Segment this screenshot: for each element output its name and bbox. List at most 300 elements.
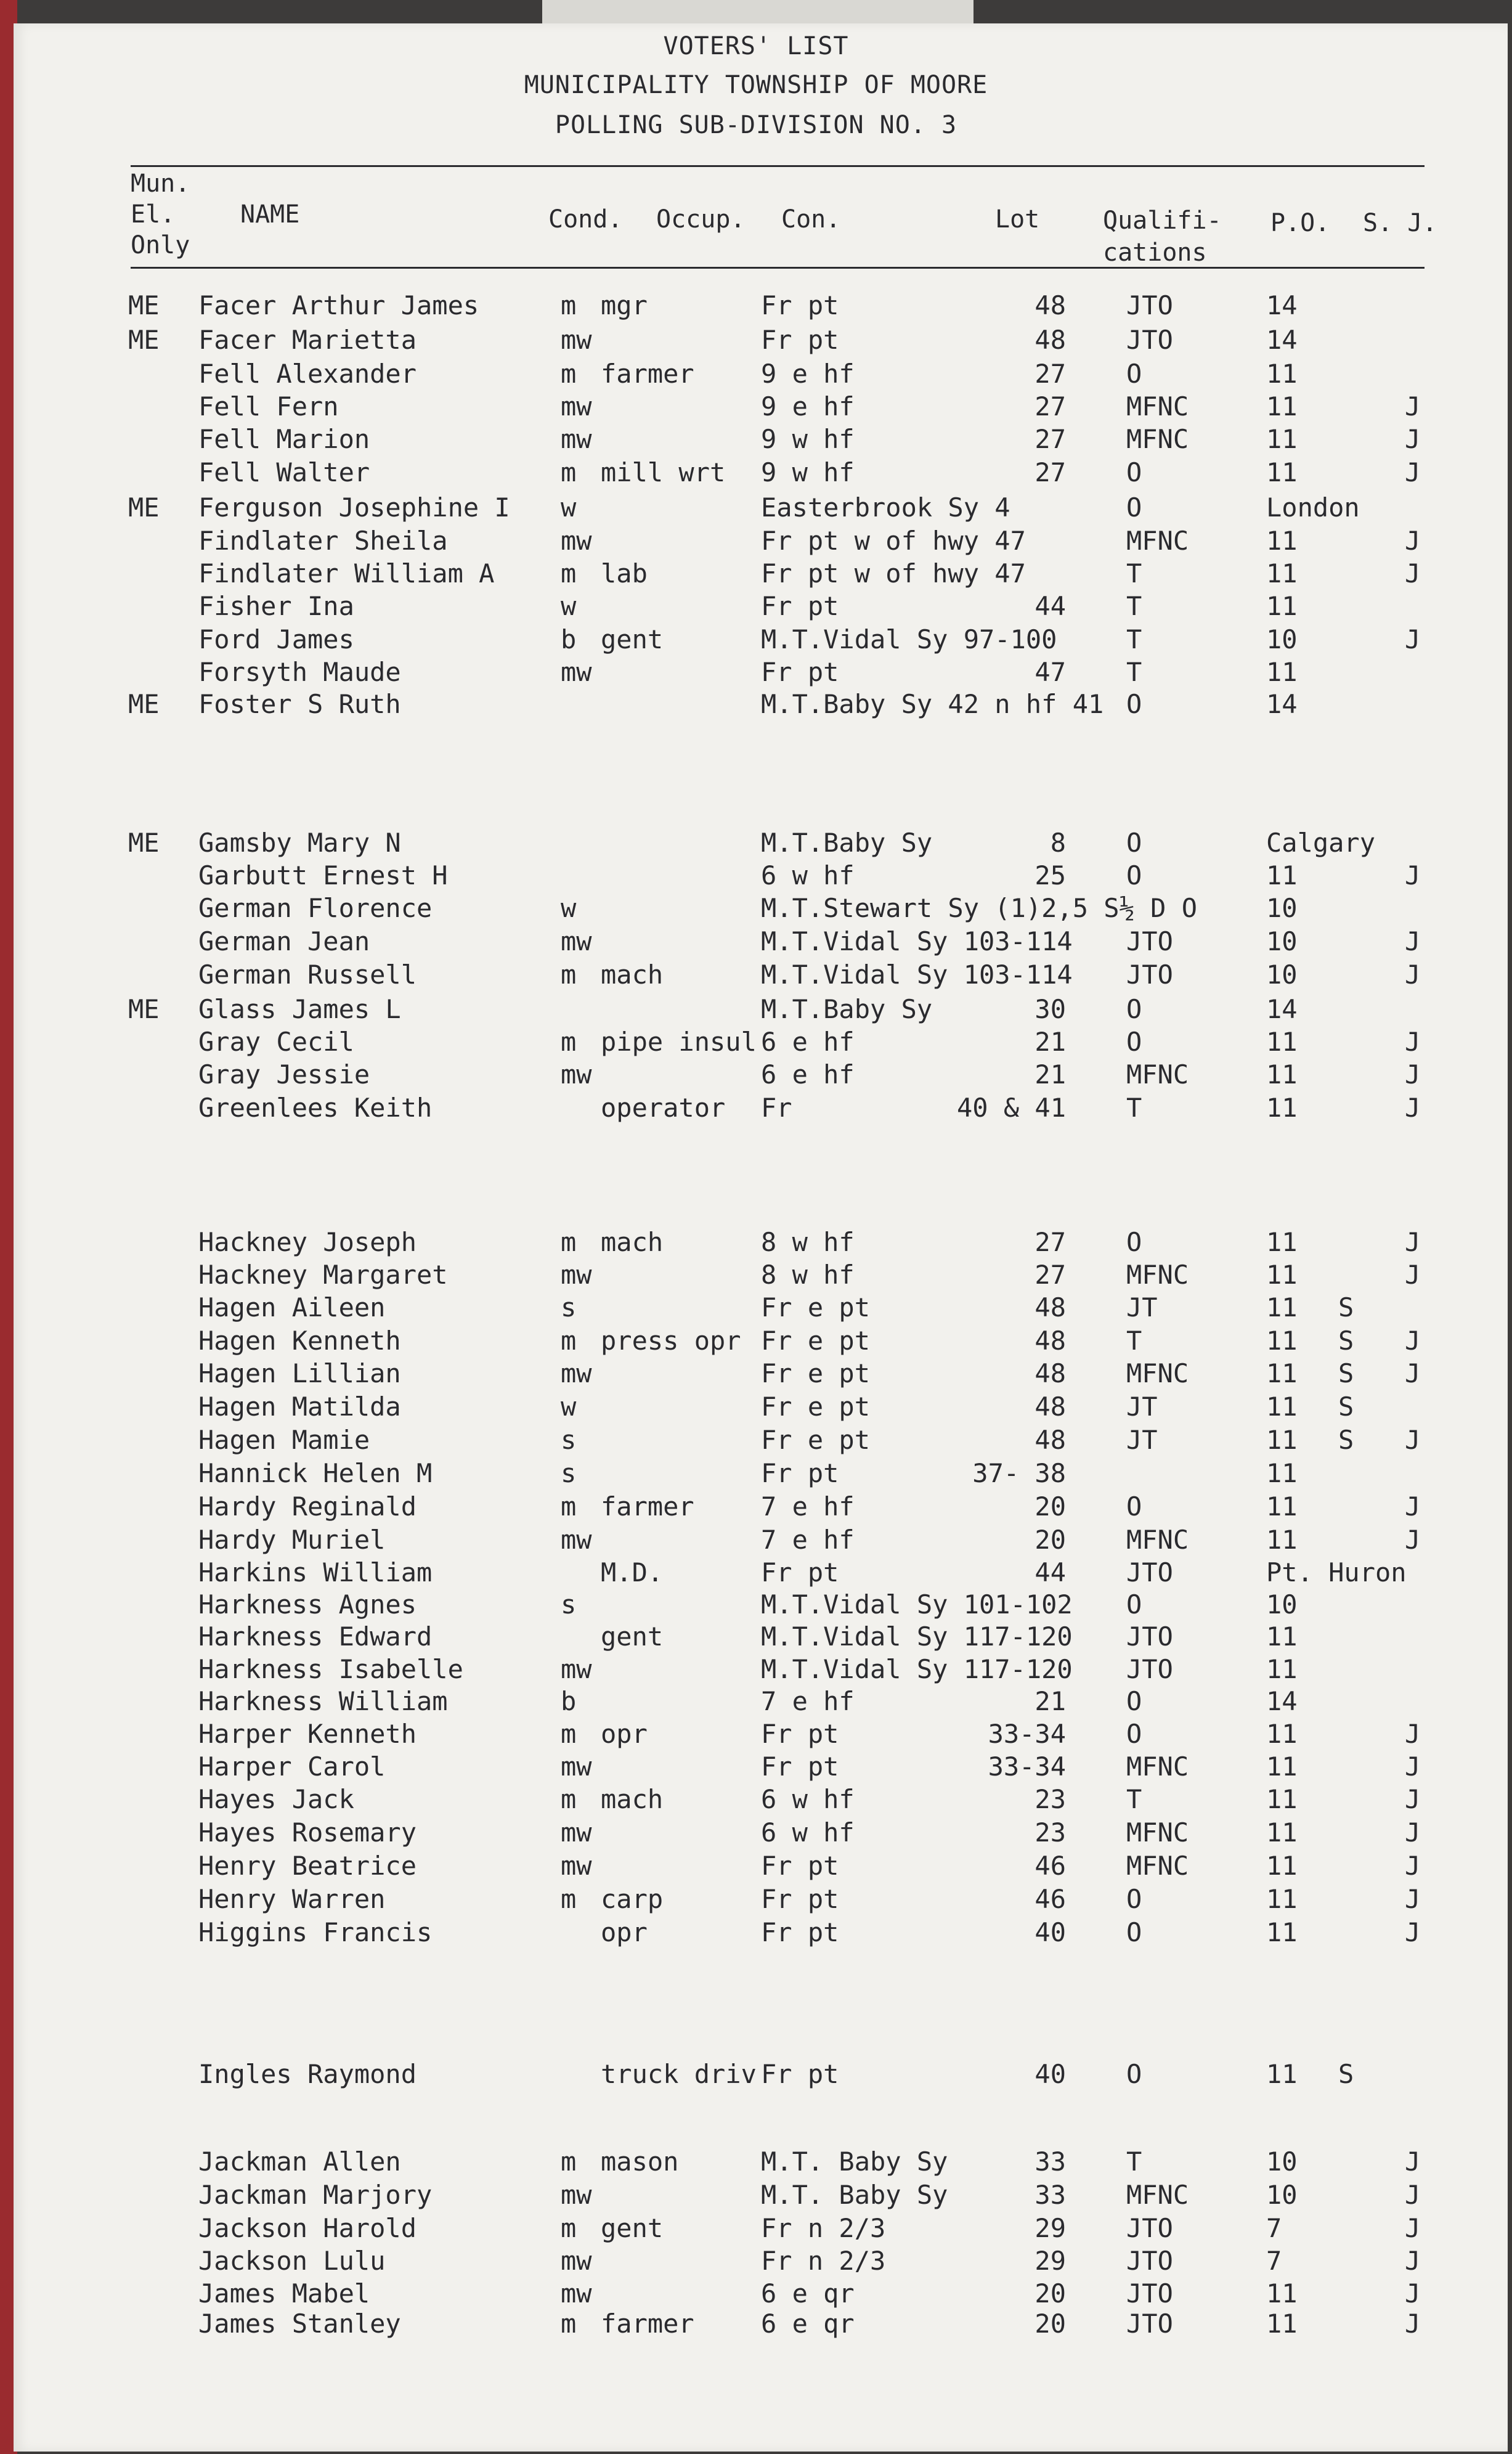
municipality-heading: MUNICIPALITY TOWNSHIP OF MOORE: [524, 71, 988, 99]
cell-con: M.T. Baby Sy: [761, 2180, 948, 2210]
table-row: [0, 860, 1512, 896]
table-row: [0, 1886, 1512, 1920]
table-row: [0, 528, 1512, 561]
cell-occ: farmer: [601, 2309, 694, 2339]
cell-name: Henry Warren: [198, 1884, 386, 1914]
cell-po: 11: [1266, 1917, 1298, 1947]
cell-s: S: [1338, 1392, 1354, 1422]
table-row: [0, 895, 1512, 929]
cell-cond: m: [561, 2146, 577, 2177]
cell-name: Hayes Jack: [198, 1784, 354, 1814]
cell-cond: m: [561, 1719, 577, 1749]
table-row: [0, 1394, 1512, 1427]
cell-name: Hackney Joseph: [198, 1227, 417, 1257]
table-row: [0, 593, 1512, 627]
cell-cond: mw: [561, 926, 592, 956]
cell-occ: carp: [601, 1884, 664, 1914]
cell-name: Findlater Sheila: [198, 526, 448, 556]
col-lot: Lot: [995, 205, 1040, 234]
cell-po: 11: [1266, 1059, 1298, 1090]
cell-lot: 27: [1034, 1227, 1066, 1257]
cell-lot: 37- 38: [972, 1458, 1066, 1488]
cell-qual: O: [1126, 359, 1142, 389]
table-row: [0, 1328, 1512, 1361]
cell-po: 11: [1266, 2309, 1298, 2339]
cell-po: 11: [1266, 1851, 1298, 1881]
cell-lot: 33: [1034, 2146, 1066, 2177]
cell-name: German Jean: [198, 926, 370, 956]
table-row: [0, 1427, 1512, 1461]
cell-po: 11: [1266, 2059, 1298, 2089]
cell-cond: mw: [561, 391, 592, 422]
cell-occ: mach: [601, 1227, 664, 1257]
cell-qual: O: [1126, 1719, 1142, 1749]
cell-po: Calgary: [1266, 828, 1376, 858]
cell-lot: 40 & 41: [956, 1093, 1066, 1123]
cell-po: 11: [1266, 1621, 1298, 1652]
cell-j: J: [1405, 1751, 1421, 1782]
cell-po: 11: [1266, 457, 1298, 487]
cell-name: Facer Arthur James: [198, 290, 479, 320]
cell-con: 9 w hf: [761, 457, 855, 487]
cell-po: 10: [1266, 926, 1298, 956]
cell-name: Hannick Helen M: [198, 1458, 433, 1488]
cell-po: 11: [1266, 1093, 1298, 1123]
cell-lot: 27: [1034, 1260, 1066, 1290]
cell-cond: m: [561, 290, 577, 320]
table-row: [0, 1458, 1512, 1494]
cell-qual: O: [1126, 994, 1142, 1024]
cell-name: Fisher Ina: [198, 591, 354, 621]
cell-cond: m: [561, 2309, 577, 2339]
cell-name: Hayes Rosemary: [198, 1817, 417, 1848]
cell-con: Fr pt: [761, 2059, 839, 2089]
cell-name: Harkness Isabelle: [198, 1654, 463, 1684]
table-row: [0, 2311, 1512, 2344]
header-top-rule: [131, 165, 1425, 167]
cell-qual: JTO: [1126, 960, 1173, 990]
cell-con: M.T. Baby Sy: [761, 2146, 948, 2177]
cell-con: Fr pt w of hwy 47: [761, 558, 1026, 589]
subdivision-heading: POLLING SUB-DIVISION NO. 3: [555, 111, 957, 139]
cell-qual: O: [1126, 828, 1142, 858]
cell-qual: O: [1126, 1589, 1142, 1620]
cell-con: 8 w hf: [761, 1260, 855, 1290]
cell-name: Forsyth Maude: [198, 657, 401, 687]
cell-name: Garbutt Ernest H: [198, 860, 448, 891]
cell-name: James Mabel: [198, 2278, 370, 2309]
cell-lot: 29: [1034, 2246, 1066, 2276]
cell-con: Fr n 2/3: [761, 2246, 886, 2276]
cell-j: J: [1405, 860, 1421, 891]
table-row: [0, 2182, 1512, 2216]
cell-j: J: [1405, 1719, 1421, 1749]
cell-qual: O: [1126, 2059, 1142, 2089]
cell-qual: O: [1126, 689, 1142, 719]
cell-qual: T: [1126, 1326, 1142, 1356]
cell-po: 14: [1266, 994, 1298, 1024]
cell-po: 14: [1266, 1686, 1298, 1716]
cell-lot: 48: [1034, 1392, 1066, 1422]
cell-occ: pipe insul: [601, 1027, 757, 1057]
cell-con: 6 e qr: [761, 2309, 855, 2339]
cell-name: Harkness William: [198, 1686, 448, 1716]
cell-j: J: [1405, 1817, 1421, 1848]
cell-qual: JTO: [1126, 1654, 1173, 1684]
cell-name: German Russell: [198, 960, 417, 990]
table-row: [0, 1095, 1512, 1128]
cell-cond: mw: [561, 1851, 592, 1881]
cell-po: 11: [1266, 1458, 1298, 1488]
header-bottom-rule: [131, 267, 1425, 269]
table-row: [0, 691, 1512, 725]
table-row: [0, 457, 1512, 493]
cell-name: Greenlees Keith: [198, 1093, 433, 1123]
cell-lot: 48: [1034, 290, 1066, 320]
cell-con: 6 e hf: [761, 1027, 855, 1057]
cell-j: J: [1405, 391, 1421, 422]
cell-name: Jackman Marjory: [198, 2180, 433, 2210]
col-po: P.O.: [1270, 209, 1330, 237]
table-row: [0, 327, 1512, 361]
cell-po: 11: [1266, 1392, 1298, 1422]
cell-lot: 27: [1034, 424, 1066, 454]
cell-name: Harkness Agnes: [198, 1589, 417, 1620]
cell-mun: ME: [128, 325, 160, 355]
cell-con: Fr e pt: [761, 1425, 871, 1455]
cell-con: Fr pt: [761, 1884, 839, 1914]
table-row: [0, 1686, 1512, 1722]
cell-j: J: [1405, 1358, 1421, 1388]
cell-qual: MFNC: [1126, 1751, 1189, 1782]
cell-cond: s: [561, 1292, 577, 1323]
col-cond: Cond.: [548, 205, 623, 234]
cell-con: Fr pt: [761, 657, 839, 687]
cell-po: 11: [1266, 1491, 1298, 1522]
cell-name: Fell Marion: [198, 424, 370, 454]
cell-name: Harper Carol: [198, 1751, 386, 1782]
cell-name: Hagen Mamie: [198, 1425, 370, 1455]
cell-lot: 48: [1034, 1292, 1066, 1323]
cell-cond: m: [561, 457, 577, 487]
cell-lot: 21: [1034, 1686, 1066, 1716]
cell-cond: s: [561, 1589, 577, 1620]
cell-qual: JTO: [1126, 2246, 1173, 2276]
table-row: [0, 1817, 1512, 1853]
table-row: [0, 290, 1512, 326]
cell-name: Ford James: [198, 624, 354, 654]
table-row: [0, 962, 1512, 995]
cell-name: Ferguson Josephine I: [198, 492, 510, 523]
cell-qual: O: [1126, 1686, 1142, 1716]
cell-cond: mw: [561, 1817, 592, 1848]
cell-con: Fr pt: [761, 290, 839, 320]
cell-po: 11: [1266, 1358, 1298, 1388]
cell-mun: ME: [128, 492, 160, 523]
cell-j: J: [1405, 457, 1421, 487]
cell-po: 11: [1266, 1751, 1298, 1782]
cell-lot: 46: [1034, 1851, 1066, 1881]
cell-con: 9 w hf: [761, 424, 855, 454]
cell-name: Hagen Aileen: [198, 1292, 386, 1323]
cell-j: J: [1405, 1491, 1421, 1522]
cell-po: 11: [1266, 860, 1298, 891]
cell-lot: 27: [1034, 391, 1066, 422]
cell-mun: ME: [128, 994, 160, 1024]
table-row: [0, 391, 1512, 427]
cell-name: Jackson Lulu: [198, 2246, 386, 2276]
cell-con: Fr pt w of hwy 47: [761, 526, 1026, 556]
cell-cond: s: [561, 1458, 577, 1488]
cell-j: J: [1405, 2146, 1421, 2177]
cell-j: J: [1405, 558, 1421, 589]
cell-po: 10: [1266, 960, 1298, 990]
cell-qual: JTO: [1126, 2213, 1173, 2243]
cell-cond: m: [561, 1227, 577, 1257]
cell-po: 11: [1266, 391, 1298, 422]
cell-j: J: [1405, 1884, 1421, 1914]
cell-occ: opr: [601, 1917, 648, 1947]
cell-po: 11: [1266, 1027, 1298, 1057]
cell-qual: MFNC: [1126, 1851, 1189, 1881]
cell-j: J: [1405, 624, 1421, 654]
cell-po: 11: [1266, 1654, 1298, 1684]
cell-po: 11: [1266, 558, 1298, 589]
cell-occ: press opr: [601, 1326, 741, 1356]
cell-j: J: [1405, 1784, 1421, 1814]
cell-con: Fr pt: [761, 591, 839, 621]
cell-cond: m: [561, 960, 577, 990]
cell-cond: b: [561, 1686, 577, 1716]
cell-con: M.T.Vidal Sy 103-114: [761, 926, 1073, 956]
cell-qual: O: [1126, 1917, 1142, 1947]
cell-con: M.T.Vidal Sy 117-120: [761, 1654, 1073, 1684]
cell-j: J: [1405, 1425, 1421, 1455]
cell-cond: mw: [561, 325, 592, 355]
cell-j: J: [1405, 2180, 1421, 2210]
cell-qual: MFNC: [1126, 1358, 1189, 1388]
cell-po: 11: [1266, 1784, 1298, 1814]
cell-po: 11: [1266, 1326, 1298, 1356]
cell-con: M.T.Baby Sy: [761, 994, 933, 1024]
cell-con: 7 e hf: [761, 1686, 855, 1716]
cell-name: Fell Fern: [198, 391, 339, 422]
cell-occ: mason: [601, 2146, 679, 2177]
table-row: [0, 1751, 1512, 1787]
cell-po: 10: [1266, 2146, 1298, 2177]
cell-name: Foster S Ruth: [198, 689, 401, 719]
col-only: Only: [131, 231, 190, 259]
cell-con: M.T.Stewart Sy (1)2,5 S½ D O: [761, 893, 1198, 923]
cell-qual: JTO: [1126, 290, 1173, 320]
cell-occ: gent: [601, 1621, 664, 1652]
cell-qual: JTO: [1126, 325, 1173, 355]
table-row: [0, 2146, 1512, 2182]
cell-j: J: [1405, 926, 1421, 956]
cell-s: S: [1338, 1326, 1354, 1356]
cell-po: 11: [1266, 1719, 1298, 1749]
cell-cond: mw: [561, 1654, 592, 1684]
table-row: [0, 2213, 1512, 2249]
cell-cond: s: [561, 1425, 577, 1455]
table-row: [0, 1527, 1512, 1560]
cell-name: Hardy Reginald: [198, 1491, 417, 1522]
cell-occ: gent: [601, 2213, 664, 2243]
cell-qual: T: [1126, 1093, 1142, 1123]
cell-lot: 27: [1034, 359, 1066, 389]
cell-con: 8 w hf: [761, 1227, 855, 1257]
table-row: [0, 1621, 1512, 1657]
table-row: [0, 1029, 1512, 1062]
cell-cond: m: [561, 1884, 577, 1914]
col-el: El.: [131, 200, 176, 229]
cell-cond: mw: [561, 1751, 592, 1782]
col-cations: cations: [1103, 238, 1207, 267]
cell-lot: 20: [1034, 1491, 1066, 1522]
cell-name: Fell Alexander: [198, 359, 417, 389]
cell-j: J: [1405, 1227, 1421, 1257]
cell-s: S: [1338, 1292, 1354, 1323]
cell-con: 6 e qr: [761, 2278, 855, 2309]
cell-name: German Florence: [198, 893, 433, 923]
cell-po: 11: [1266, 1817, 1298, 1848]
cell-cond: mw: [561, 526, 592, 556]
cell-occ: lab: [601, 558, 648, 589]
cell-con: Fr pt: [761, 1851, 839, 1881]
cell-con: 9 e hf: [761, 359, 855, 389]
cell-con: Fr pt: [761, 1557, 839, 1588]
cell-po: 11: [1266, 1260, 1298, 1290]
paper-strip: [542, 0, 973, 23]
cell-qual: MFNC: [1126, 526, 1189, 556]
cell-cond: m: [561, 1027, 577, 1057]
cell-qual: JTO: [1126, 2278, 1173, 2309]
cell-po: 14: [1266, 290, 1298, 320]
table-row: [0, 1917, 1512, 1953]
cell-cond: w: [561, 1392, 577, 1422]
table-row: [0, 1853, 1512, 1886]
cell-lot: 29: [1034, 2213, 1066, 2243]
table-row: [0, 1589, 1512, 1625]
cell-name: Henry Beatrice: [198, 1851, 417, 1881]
col-name: NAME: [240, 200, 300, 229]
col-occup: Occup.: [656, 205, 746, 234]
cell-qual: O: [1126, 457, 1142, 487]
cell-name: Gamsby Mary N: [198, 828, 401, 858]
cell-lot: 21: [1034, 1027, 1066, 1057]
cell-po: 11: [1266, 1292, 1298, 1323]
cell-qual: JTO: [1126, 1557, 1173, 1588]
cell-po: 11: [1266, 424, 1298, 454]
table-row: [0, 558, 1512, 594]
cell-name: Glass James L: [198, 994, 401, 1024]
cell-j: J: [1405, 2246, 1421, 2276]
table-row: [0, 361, 1512, 394]
cell-lot: 48: [1034, 325, 1066, 355]
cell-occ: mach: [601, 960, 664, 990]
cell-po: 10: [1266, 624, 1298, 654]
cell-qual: T: [1126, 2146, 1142, 2177]
cell-name: Hackney Margaret: [198, 1260, 448, 1290]
cell-qual: O: [1126, 492, 1142, 523]
cell-name: Fell Walter: [198, 457, 370, 487]
cell-name: Higgins Francis: [198, 1917, 433, 1947]
cell-po: Pt. Huron: [1266, 1557, 1407, 1588]
cell-con: 7 e hf: [761, 1491, 855, 1522]
cell-occ: mach: [601, 1784, 664, 1814]
cell-qual: O: [1126, 1027, 1142, 1057]
cell-j: J: [1405, 1326, 1421, 1356]
cell-lot: 48: [1034, 1326, 1066, 1356]
cell-qual: MFNC: [1126, 1525, 1189, 1555]
cell-cond: w: [561, 492, 577, 523]
table-row: [0, 926, 1512, 962]
cell-con: 6 w hf: [761, 1784, 855, 1814]
cell-lot: 23: [1034, 1817, 1066, 1848]
cell-qual: MFNC: [1126, 2180, 1189, 2210]
cell-qual: T: [1126, 1784, 1142, 1814]
cell-j: J: [1405, 1525, 1421, 1555]
cell-occ: M.D.: [601, 1557, 664, 1588]
cell-j: J: [1405, 1059, 1421, 1090]
cell-con: Fr n 2/3: [761, 2213, 886, 2243]
cell-lot: 33: [1034, 2180, 1066, 2210]
cell-s: S: [1338, 1425, 1354, 1455]
table-row: [0, 1229, 1512, 1263]
cell-occ: mgr: [601, 290, 648, 320]
cell-cond: mw: [561, 2246, 592, 2276]
cell-qual: MFNC: [1126, 1817, 1189, 1848]
table-row: [0, 1358, 1512, 1394]
cell-occ: farmer: [601, 359, 694, 389]
cell-con: Fr e pt: [761, 1326, 871, 1356]
cell-lot: 23: [1034, 1784, 1066, 1814]
cell-cond: m: [561, 558, 577, 589]
cell-name: Harper Kenneth: [198, 1719, 417, 1749]
cell-name: Gray Cecil: [198, 1027, 354, 1057]
cell-qual: O: [1126, 1491, 1142, 1522]
cell-s: S: [1338, 2059, 1354, 2089]
cell-po: 10: [1266, 1589, 1298, 1620]
cell-po: 11: [1266, 2278, 1298, 2309]
cell-po: 14: [1266, 325, 1298, 355]
cell-cond: m: [561, 359, 577, 389]
cell-con: Fr e pt: [761, 1358, 871, 1388]
cell-cond: mw: [561, 424, 592, 454]
cell-con: 6 w hf: [761, 1817, 855, 1848]
cell-con: M.T.Baby Sy 42 n hf 41: [761, 689, 1104, 719]
cell-name: Hagen Kenneth: [198, 1326, 401, 1356]
cell-lot: 46: [1034, 1884, 1066, 1914]
cell-cond: mw: [561, 657, 592, 687]
cell-con: Fr: [761, 1093, 792, 1123]
cell-j: J: [1405, 2309, 1421, 2339]
cell-con: Fr pt: [761, 325, 839, 355]
cell-cond: m: [561, 1326, 577, 1356]
cell-cond: mw: [561, 2278, 592, 2309]
cell-name: Harkins William: [198, 1557, 433, 1588]
table-row: [0, 1491, 1512, 1527]
cell-cond: mw: [561, 1059, 592, 1090]
cell-qual: JT: [1126, 1392, 1158, 1422]
cell-name: Facer Marietta: [198, 325, 417, 355]
table-row: [0, 659, 1512, 693]
cell-j: J: [1405, 2278, 1421, 2309]
cell-con: 6 e hf: [761, 1059, 855, 1090]
cell-cond: mw: [561, 2180, 592, 2210]
col-qualifi: Qualifi-: [1103, 206, 1222, 235]
cell-con: M.T.Vidal Sy 97-100: [761, 624, 1057, 654]
